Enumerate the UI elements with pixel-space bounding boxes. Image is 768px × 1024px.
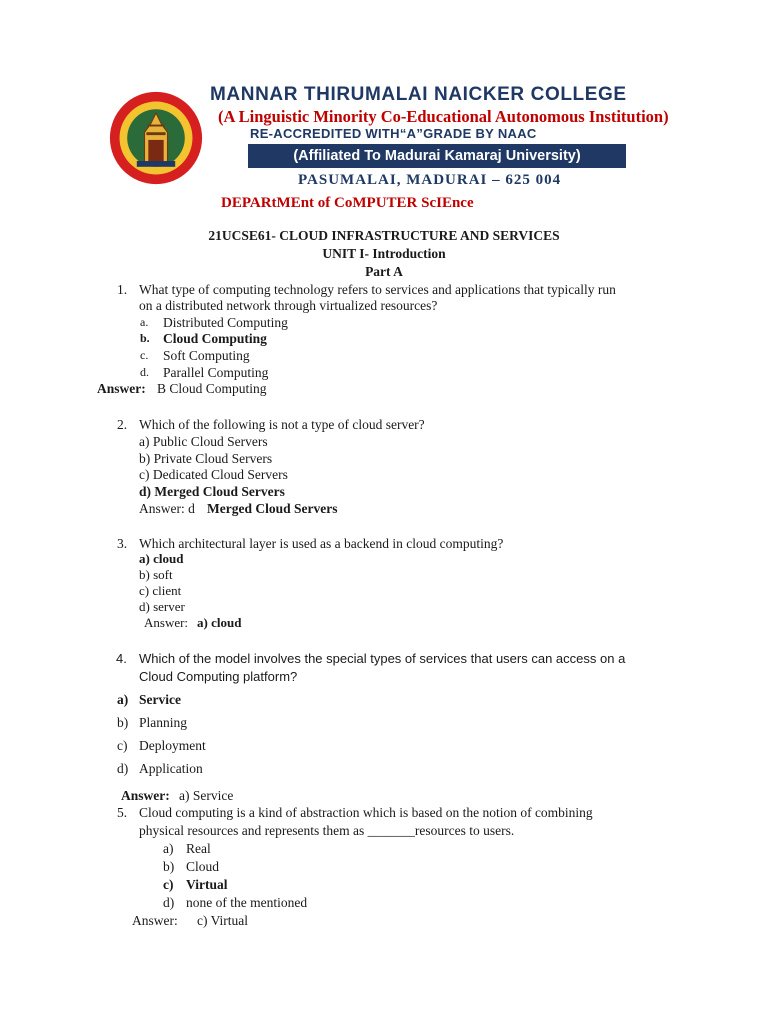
option-letter: c) <box>117 738 128 753</box>
option-text: d) Merged Cloud Servers <box>139 484 285 499</box>
option-text: b) Private Cloud Servers <box>139 451 273 466</box>
option-text: a) cloud <box>139 551 184 566</box>
option-text: Deployment <box>139 738 206 753</box>
option-letter: a. <box>140 315 149 329</box>
answer-label: Answer: <box>121 788 170 803</box>
accreditation: RE-ACCREDITED WITH“A”GRADE BY NAAC <box>250 126 537 141</box>
question-text: What type of computing technology refers to services and applications that typically run <box>139 282 616 297</box>
affiliation-banner: (Affiliated To Madurai Kamaraj University) <box>248 144 626 168</box>
unit-title: UNIT I- Introduction <box>322 246 446 261</box>
option-text: b) soft <box>139 567 173 582</box>
option-text: Parallel Computing <box>163 365 269 380</box>
question-text: on a distributed network through virtualized resources? <box>139 298 438 313</box>
option-text: Planning <box>139 715 188 730</box>
answer-text: B Cloud Computing <box>157 381 267 396</box>
option-letter: c. <box>140 348 149 362</box>
option-letter: b. <box>140 331 150 345</box>
answer-text: a) Service <box>179 788 234 803</box>
option-text: c) client <box>139 583 182 598</box>
question-text: Which of the model involves the special types of services that users can access on a <box>139 651 626 666</box>
college-name: MANNAR THIRUMALAI NAICKER COLLEGE <box>210 84 627 105</box>
answer-label: Answer: <box>97 381 146 396</box>
option-letter: b) <box>163 859 175 874</box>
answer-label: Answer: d <box>139 501 195 516</box>
option-text: Service <box>139 692 181 707</box>
part-title: Part A <box>365 264 403 279</box>
option-text: d) server <box>139 599 185 614</box>
question-number: 1. <box>117 282 128 297</box>
question-text: Cloud computing is a kind of abstraction which is based on the notion of combining <box>139 805 593 820</box>
option-text: Soft Computing <box>163 348 250 363</box>
option-text: Real <box>186 841 211 856</box>
course-title: 21UCSE61- CLOUD INFRASTRUCTURE AND SERVICES <box>208 228 560 243</box>
question-number: 3. <box>117 536 128 551</box>
answer-label: Answer: <box>144 615 189 630</box>
option-letter: d) <box>163 895 175 910</box>
option-letter: b) <box>117 715 129 730</box>
college-address: PASUMALAI, MADURAI – 625 004 <box>298 172 562 188</box>
answer-text: Merged Cloud Servers <box>207 501 338 516</box>
question-text: Cloud Computing platform? <box>139 669 298 684</box>
option-text: Application <box>139 761 203 776</box>
option-letter: d) <box>117 761 129 776</box>
question-number: 4. <box>116 651 127 666</box>
option-text: Cloud <box>186 859 220 874</box>
option-text: Cloud Computing <box>163 331 267 346</box>
college-subtitle: (A Linguistic Minority Co-Educational Autonomous Institution) <box>218 107 669 126</box>
option-text: none of the mentioned <box>186 895 308 910</box>
option-letter: d. <box>140 365 149 379</box>
option-text: Distributed Computing <box>163 315 288 330</box>
option-letter: a) <box>117 692 129 707</box>
question-number: 2. <box>117 417 128 432</box>
option-letter: a) <box>163 841 174 856</box>
question-number: 5. <box>117 805 128 820</box>
option-text: Virtual <box>186 877 228 892</box>
option-text: c) Dedicated Cloud Servers <box>139 467 288 482</box>
answer-text: a) cloud <box>197 615 242 630</box>
answer-label: Answer: <box>132 913 178 928</box>
answer-text: c) Virtual <box>197 913 249 928</box>
question-text: Which architectural layer is used as a backend in cloud computing? <box>139 536 504 551</box>
question-text: Which of the following is not a type of cloud server? <box>139 417 425 432</box>
question-text: physical resources and represents them as _______resources to users. <box>139 823 515 838</box>
department-name: DEPARtMEnt of CoMPUTER ScIEnce <box>221 195 474 211</box>
option-text: a) Public Cloud Servers <box>139 434 268 449</box>
option-letter: c) <box>163 877 174 892</box>
college-seal-logo <box>108 90 204 186</box>
